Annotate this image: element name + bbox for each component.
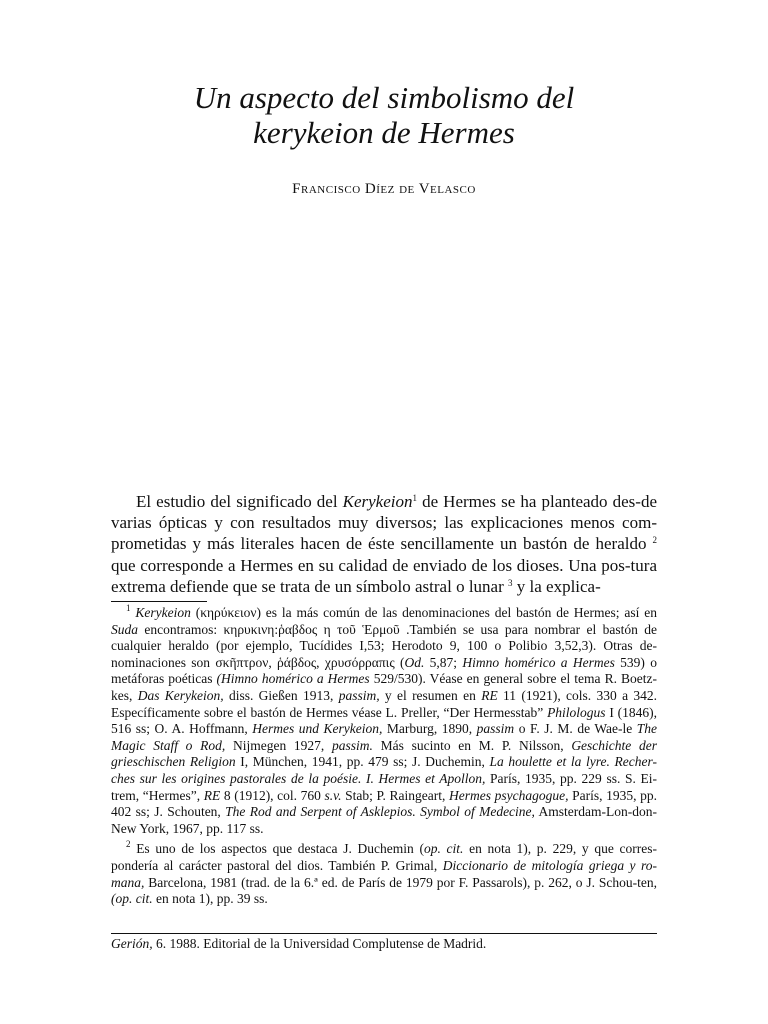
fn-italic: Kerykeion <box>135 605 191 620</box>
fn-run: París, 1935, pp. 402 ss; J. Schouten, <box>111 787 657 820</box>
journal-separator <box>111 933 657 934</box>
journal-citation <box>111 936 657 952</box>
fn-italic: La houlette et la lyre. Recher-ches sur les origines pastorales de la poésie. I. Hermes et Apollon, <box>111 754 657 786</box>
fn-run: Stab; P. Raingeart, <box>341 787 450 803</box>
body-italic-kerykeion: Kerykeion <box>342 492 413 511</box>
footnote-2 <box>111 841 657 907</box>
fn-italic: RE <box>481 687 498 703</box>
fn-italic: Philologus <box>547 704 606 720</box>
fn-run: Es uno de los aspectos que destaca J. Duchemin ( <box>130 841 424 857</box>
fn-italic: The Rod and Serpent of Asklepios. Symbol of Medecine, <box>225 804 535 820</box>
fn-run: 11 (1921), cols. 330 a 342. Específicamente sobre el bastón de Hermes véase L. Preller, “Der Hermesstab” <box>111 687 658 720</box>
fn-italic: op. cit. <box>423 841 464 857</box>
fn-italic: Geschichte der grieschischen Religion <box>111 737 657 770</box>
fn-run: I (1846), 516 ss; O. A. Hoffmann, <box>111 704 657 737</box>
fn-italic: Das Kerykeion, <box>137 687 224 703</box>
journal-name: Gerión, <box>111 936 153 951</box>
fn-run: Más sucinto en M. P. Nilsson, <box>372 737 572 753</box>
fn-italic: The Magic Staff o Rod, <box>111 721 657 753</box>
fn-italic: s.v. <box>324 787 342 803</box>
fn-run: I, München, 1941, pp. 479 ss; J. Duchemin, <box>235 754 490 770</box>
fn-run: 5,87; <box>424 654 463 670</box>
footnote-number: 1 <box>126 603 131 613</box>
body-run: que corresponde a Hermes en su calidad de enviado de los dioses. Una pos-tura extrema defiende que se trata de un símbolo astral o lunar <box>111 555 657 596</box>
fn-italic: RE <box>203 787 221 803</box>
fn-italic: (op. cit. <box>111 891 153 907</box>
footnote-ref-2: 2 <box>652 535 657 546</box>
fn-run: 8 (1912), col. 760 <box>220 787 325 803</box>
fn-italic: Diccionario de mitología griega y ro-mana, <box>111 857 657 890</box>
fn-run: encontramos: κηρυκινη:ῥαβδος η τοῦ Ἑρμοῦ .También se usa para nombrar el bastón de cualquier heraldo (por ejemplo, Tucídides I,53; Herodoto 9, 100 o Polibio 3,52,3). Otras de-nominaciones son σκῆπτρον, ῥάβδος, χρυσόρραπις ( <box>111 621 657 670</box>
body-paragraph <box>111 491 657 597</box>
article-title <box>100 80 668 150</box>
fn-italic: (Himno homérico a Hermes <box>216 671 370 687</box>
fn-run: (κηρύκειον) es la más común de las denominaciones del bastón de Hermes; así en <box>190 605 657 620</box>
fn-italic: passim <box>476 721 515 737</box>
footnote-ref-3: 3 <box>508 577 513 588</box>
title-line-1: Un aspecto del simbolismo del <box>193 80 575 115</box>
fn-run: en nota 1), p. 229, y que corres-pondería al carácter pastoral del dios. También P. Grimal, <box>111 841 657 873</box>
body-run: El estudio del significado del <box>136 492 343 511</box>
fn-run: o F. J. M. de Wae-le <box>514 721 637 737</box>
fn-run: Nijmegen 1927, <box>225 737 333 753</box>
fn-run: 529/530). Véase en general sobre el tema R. Boetz-kes, <box>111 671 657 703</box>
body-run: de Hermes se ha planteado des-de varias ópticas y con resultados muy diversos; las explicaciones menos com-prometidas y más literales hacen de éste sencillamente un bastón de heraldo <box>111 492 657 554</box>
fn-run: Marburg, 1890, <box>382 721 477 737</box>
fn-run: Amsterdam-Lon-don-New York, 1967, pp. 117 ss. <box>111 804 657 836</box>
fn-run: en nota 1), pp. 39 ss. <box>152 891 268 907</box>
fn-run: diss. Gießen 1913, <box>223 687 339 703</box>
fn-run: y el resumen en <box>379 687 482 703</box>
journal-details: 6. 1988. Editorial de la Universidad Complutense de Madrid. <box>152 936 487 951</box>
title-line-2: kerykeion de Hermes <box>253 115 515 150</box>
fn-italic: Od. <box>404 654 425 670</box>
footnotes <box>111 605 657 912</box>
author-name: Francisco Díez de Velasco <box>292 181 476 197</box>
fn-italic: Suda <box>111 621 138 637</box>
fn-italic: Himno homérico a Hermes <box>462 654 615 670</box>
fn-italic: passim. <box>332 737 373 753</box>
body-text <box>111 491 657 597</box>
footnote-number: 2 <box>126 839 131 850</box>
footnote-1 <box>111 605 657 837</box>
fn-italic: Hermes und Kerykeion, <box>252 721 383 737</box>
fn-run: París, 1935, pp. 229 ss. S. Ei-trem, “Hermes”, <box>111 770 657 803</box>
fn-italic: passim, <box>338 687 380 703</box>
body-run: y la explica- <box>512 576 601 596</box>
fn-run: 539) o metáforas poéticas <box>111 654 657 687</box>
fn-italic: Hermes psychagogue, <box>449 787 569 803</box>
footnote-separator <box>111 601 207 602</box>
footnote-ref-1: 1 <box>412 493 417 503</box>
fn-run: Barcelona, 1981 (trad. de la 6.ª ed. de París de 1979 por F. Passarols), p. 262, o J. Schou-ten, <box>144 874 657 890</box>
